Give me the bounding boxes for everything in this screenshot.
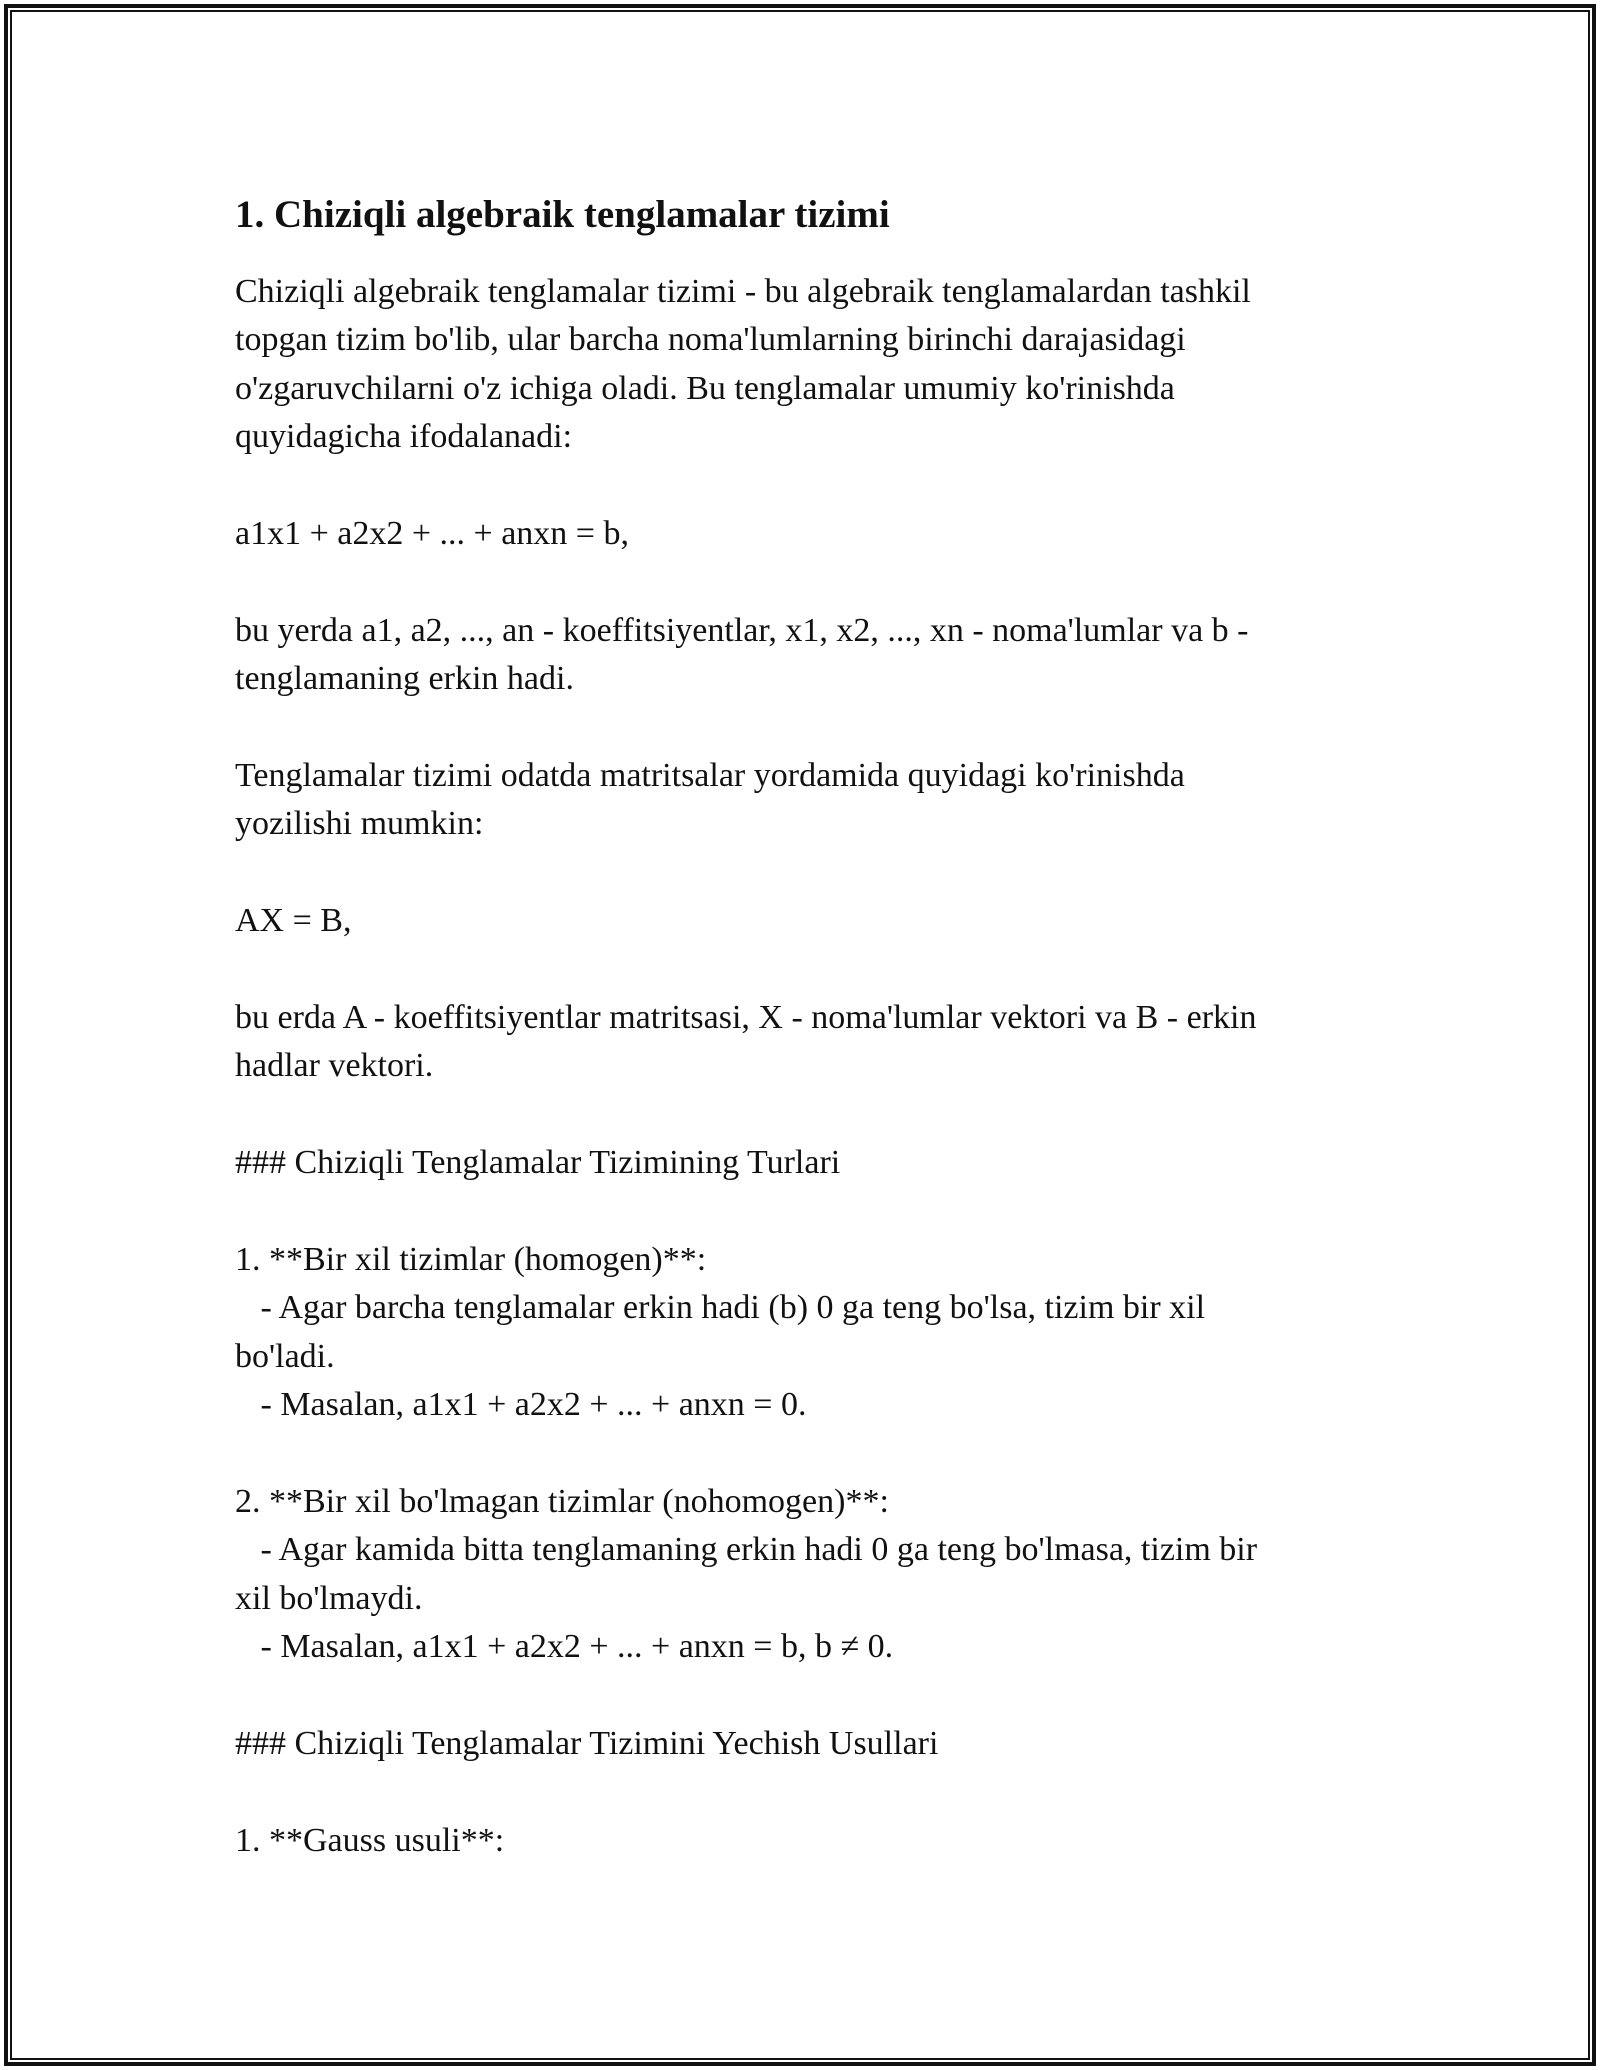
text-line: tenglamaning erkin hadi. <box>235 660 574 698</box>
text-line: xil bo'lmaydi. <box>235 1579 423 1617</box>
text-line: - Masalan, a1x1 + a2x2 + ... + anxn = b, b ≠ 0. <box>235 1628 894 1666</box>
document-title: 1. Chiziqli algebraik tenglamalar tizimi <box>235 193 890 236</box>
document-text <box>235 268 1355 1865</box>
text-line: 1. **Gauss usuli**: <box>235 1821 505 1859</box>
blank-line <box>235 946 1355 994</box>
text-line: bu erda A - koeffitsiyentlar matritsasi, X - noma'lumlar vektori va B - erkin <box>235 999 1257 1037</box>
text-line: - Masalan, a1x1 + a2x2 + ... + anxn = 0. <box>235 1386 807 1424</box>
blank-line <box>235 1091 1355 1139</box>
blank-line <box>235 1672 1355 1720</box>
text-line: a1x1 + a2x2 + ... + anxn = b, <box>235 515 629 553</box>
text-line: bu yerda a1, a2, ..., an - koeffitsiyentlar, x1, x2, ..., xn - noma'lumlar va b - <box>235 611 1249 649</box>
text-line: - Agar barcha tenglamalar erkin hadi (b) 0 ga teng bo'lsa, tizim bir xil <box>235 1289 1206 1327</box>
blank-line <box>235 704 1355 752</box>
text-line: Tenglamalar tizimi odatda matritsalar yordamida quyidagi ko'rinishda <box>235 757 1185 795</box>
blank-line <box>235 849 1355 897</box>
text-line: yozilishi mumkin: <box>235 805 484 843</box>
blank-line <box>235 1188 1355 1236</box>
text-line: o'zgaruvchilarni o'z ichiga oladi. Bu tenglamalar umumiy ko'rinishda <box>235 369 1175 407</box>
text-line: ### Chiziqli Tenglamalar Tizimining Turlari <box>235 1144 841 1182</box>
text-line: quyidagicha ifodalanadi: <box>235 418 573 456</box>
blank-line <box>235 462 1355 510</box>
document-body <box>235 188 1355 1865</box>
text-line: ### Chiziqli Tenglamalar Tizimini Yechish Usullari <box>235 1725 939 1763</box>
text-line: Chiziqli algebraik tenglamalar tizimi - bu algebraik tenglamalardan tashkil <box>235 273 1251 310</box>
text-line: bo'ladi. <box>235 1337 335 1375</box>
blank-line <box>235 1768 1355 1816</box>
blank-line <box>235 558 1355 606</box>
text-line: 1. **Bir xil tizimlar (homogen)**: <box>235 1241 707 1279</box>
text-line: topgan tizim bo'lib, ular barcha noma'lumlarning birinchi darajasidagi <box>235 321 1186 359</box>
blank-line <box>235 1430 1355 1478</box>
text-line: AX = B, <box>235 902 352 940</box>
text-line: 2. **Bir xil bo'lmagan tizimlar (nohomogen)**: <box>235 1483 889 1521</box>
text-line: hadlar vektori. <box>235 1047 434 1085</box>
text-line: - Agar kamida bitta tenglamaning erkin hadi 0 ga teng bo'lmasa, tizim bir <box>235 1531 1258 1569</box>
